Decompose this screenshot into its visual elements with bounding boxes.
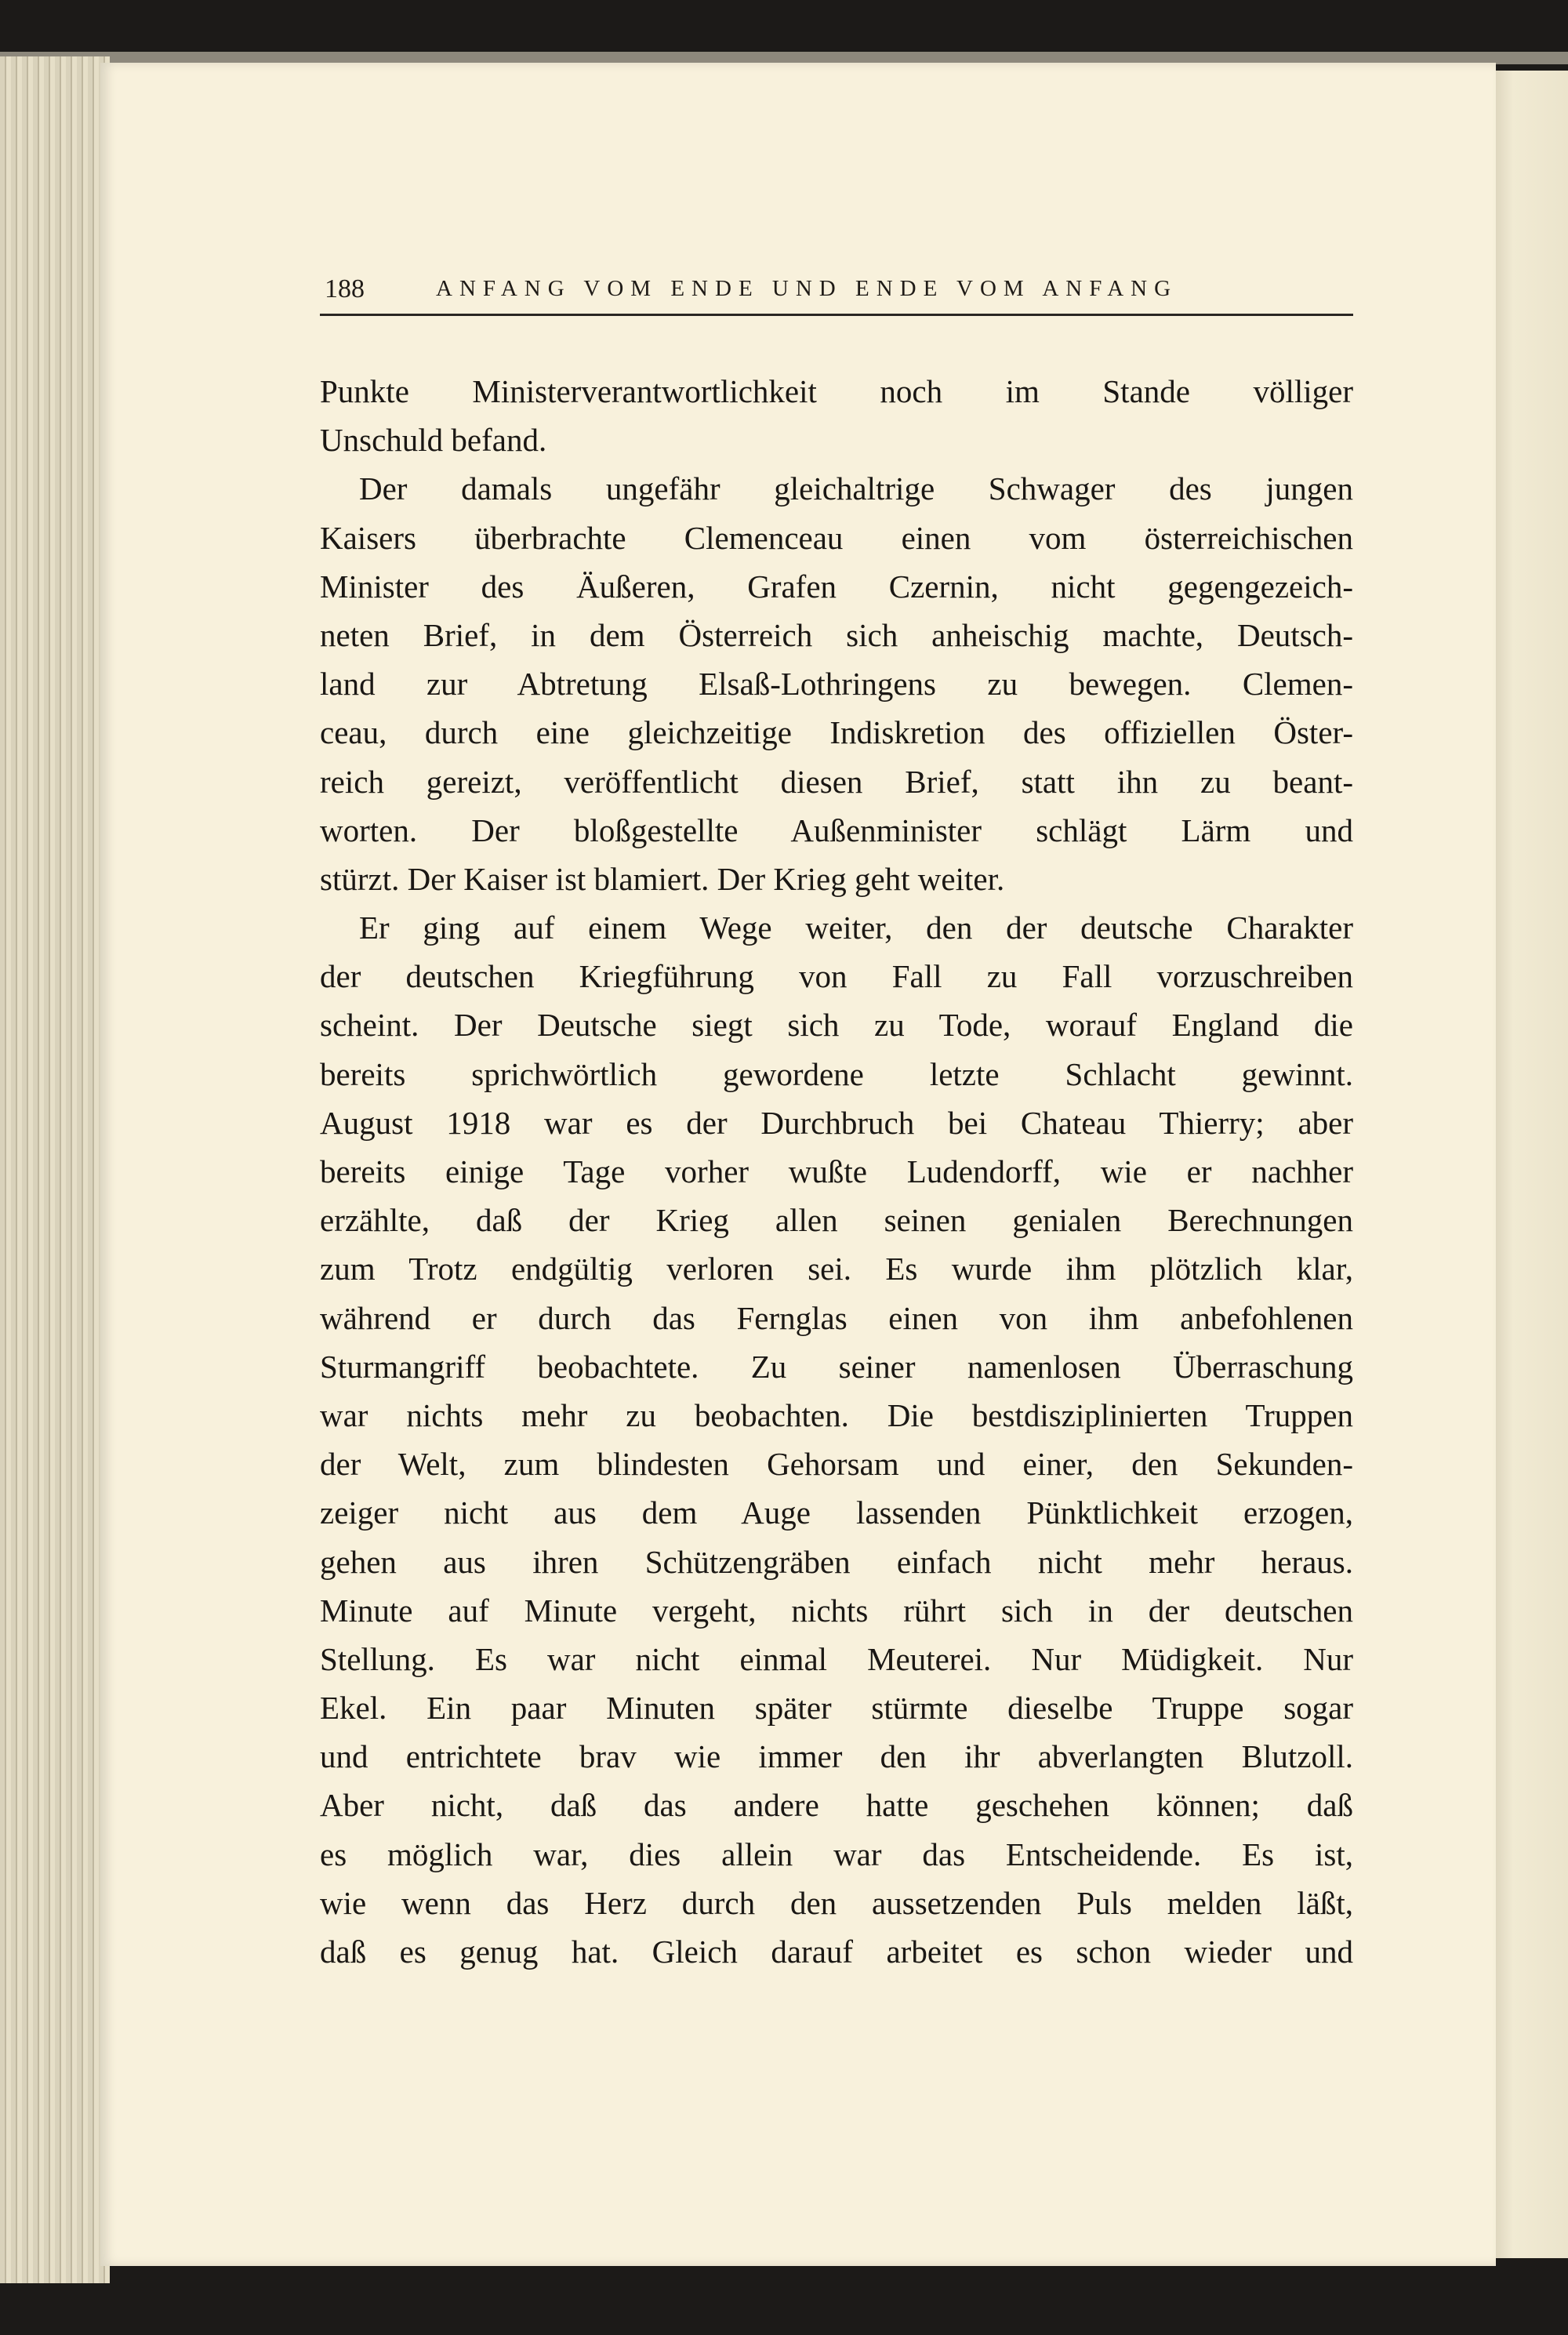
text-line: land zur Abtretung Elsaß-Lothringens zu bewegen. Clemen- <box>320 666 1353 703</box>
page-edges-left <box>0 56 110 2283</box>
page-number: 188 <box>325 274 365 303</box>
paragraph <box>320 903 1353 1976</box>
text-line: wie wenn das Herz durch den aussetzenden Puls melden läßt, <box>320 1884 1353 1921</box>
text-line: und entrichtete brav wie immer den ihr abverlangten Blutzoll. <box>320 1738 1353 1775</box>
text-line: war nichts mehr zu beobachten. Die bestdisziplinierten Truppen <box>320 1396 1353 1433</box>
page-edge-right <box>1490 71 1568 2258</box>
text-line: der Welt, zum blindesten Gehorsam und einer, den Sekunden- <box>320 1446 1353 1483</box>
text-line: Minute auf Minute vergeht, nichts rührt sich in der deutschen <box>320 1592 1353 1629</box>
text-line: Unschuld befand. <box>320 422 547 459</box>
text-line: Punkte Ministerverantwortlichkeit noch im Stande völliger <box>320 373 1353 409</box>
text-line: worten. Der bloßgestellte Außenminister schlägt Lärm und <box>320 812 1353 848</box>
running-header <box>320 274 1353 312</box>
text-line: der deutschen Kriegführung von Fall zu Fall vorzuschreiben <box>320 958 1353 995</box>
body-text <box>320 367 1353 1976</box>
text-line: Minister des Äußeren, Grafen Czernin, nicht gegengezeich- <box>320 568 1353 605</box>
text-line: reich gereizt, veröffentlicht diesen Brief, statt ihn zu beant- <box>320 763 1353 800</box>
text-line: bereits einige Tage vorher wußte Ludendorff, wie er nachher <box>320 1153 1353 1189</box>
text-line: zeiger nicht aus dem Auge lassenden Pünktlichkeit erzogen, <box>320 1494 1353 1531</box>
text-line: während er durch das Fernglas einen von ihm anbefohlenen <box>320 1299 1353 1336</box>
text-line: Sturmangriff beobachtete. Zu seiner namenlosen Überraschung <box>320 1348 1353 1385</box>
text-line: neten Brief, in dem Österreich sich anheischig machte, Deutsch- <box>320 616 1353 653</box>
text-line: es möglich war, dies allein war das Entscheidende. Es ist, <box>320 1836 1353 1872</box>
paragraph <box>320 367 1353 464</box>
text-line: Aber nicht, daß das andere hatte geschehen können; daß <box>320 1787 1353 1824</box>
text-line: Kaisers überbrachte Clemenceau einen vom österreichischen <box>320 519 1353 556</box>
text-line: Stellung. Es war nicht einmal Meuterei. Nur Müdigkeit. Nur <box>320 1640 1353 1677</box>
text-line: gehen aus ihren Schützengräben einfach nicht mehr heraus. <box>320 1543 1353 1580</box>
running-title: ANFANG VOM ENDE UND ENDE VOM ANFANG <box>436 276 1178 301</box>
text-line: erzählte, daß der Krieg allen seinen genialen Berechnungen <box>320 1202 1353 1239</box>
text-line: ceau, durch eine gleichzeitige Indiskretion des offiziellen Öster- <box>320 714 1353 751</box>
text-line: bereits sprichwörtlich gewordene letzte Schlacht gewinnt. <box>320 1055 1353 1092</box>
text-line: zum Trotz endgültig verloren sei. Es wurde ihm plötzlich klar, <box>320 1251 1353 1287</box>
header-rule <box>320 314 1353 316</box>
text-line: Der damals ungefähr gleichaltrige Schwager des jungen <box>359 470 1353 507</box>
paragraph <box>320 464 1353 903</box>
text-line: August 1918 war es der Durchbruch bei Chateau Thierry; aber <box>320 1104 1353 1141</box>
text-line: scheint. Der Deutsche siegt sich zu Tode, worauf England die <box>320 1007 1353 1044</box>
text-line: Ekel. Ein paar Minuten später stürmte dieselbe Truppe sogar <box>320 1690 1353 1727</box>
text-line: daß es genug hat. Gleich darauf arbeitet es schon wieder und <box>320 1934 1353 1970</box>
text-line: Er ging auf einem Wege weiter, den der deutsche Charakter <box>359 910 1353 946</box>
text-line: stürzt. Der Kaiser ist blamiert. Der Krieg geht weiter. <box>320 860 1005 897</box>
